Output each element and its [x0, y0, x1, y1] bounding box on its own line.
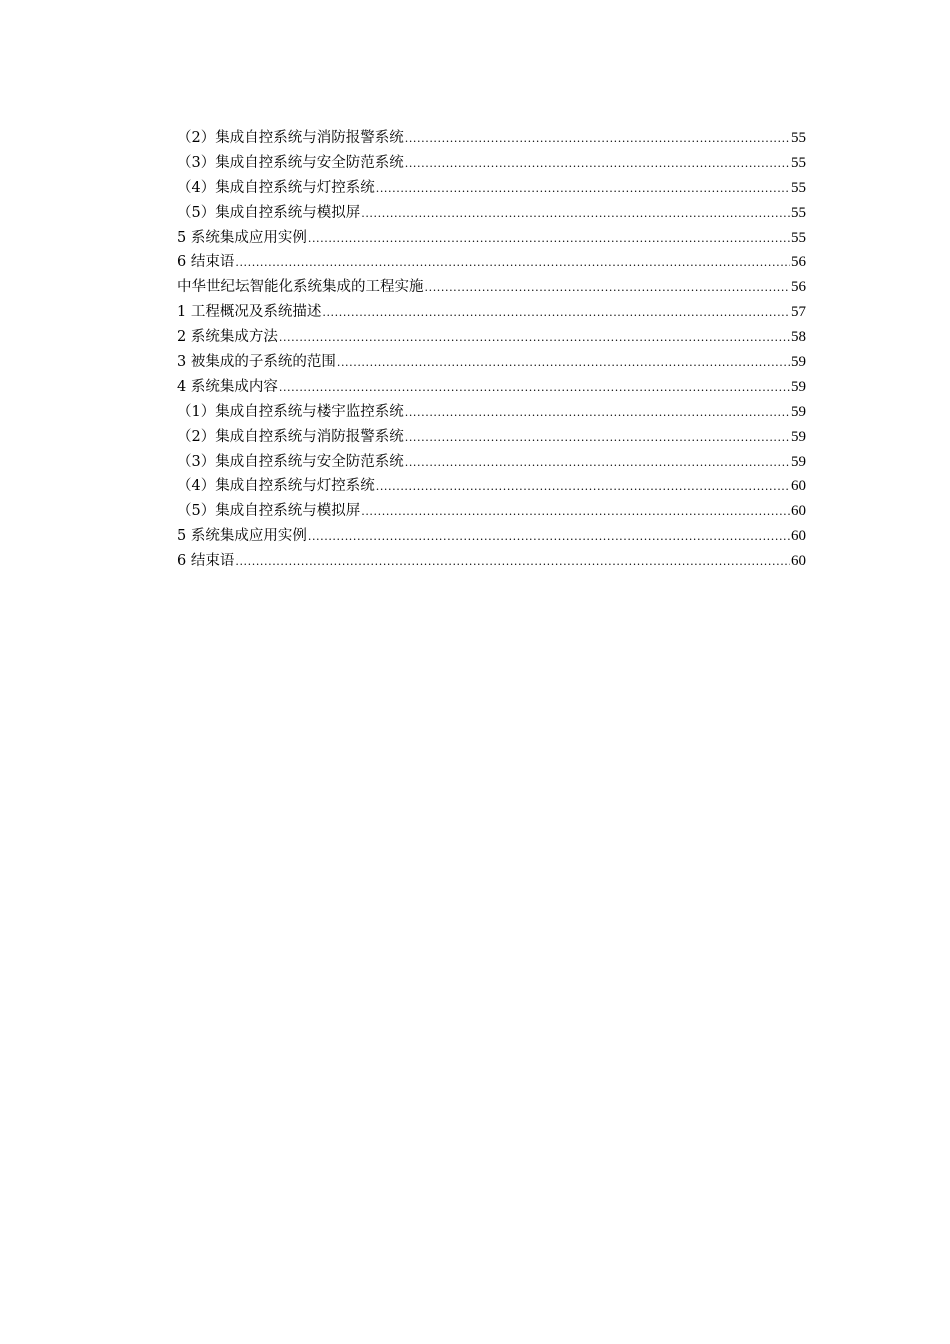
table-of-contents — [177, 126, 806, 574]
toc-entry-label: 2 系统集成方法 — [177, 329, 278, 346]
toc-entry-label: （2）集成自控系统与消防报警系统 — [177, 428, 404, 445]
toc-entry-label: 中华世纪坛智能化系统集成的工程实施 — [177, 279, 424, 296]
toc-entry-label: （1）集成自控系统与楼宇监控系统 — [177, 403, 404, 420]
toc-entry[interactable] — [177, 400, 806, 425]
toc-entry[interactable] — [177, 250, 806, 275]
toc-page-number: 59 — [791, 428, 806, 445]
toc-entry[interactable] — [177, 350, 806, 375]
toc-leader-dots — [425, 276, 791, 300]
toc-entry-label: 1 工程概况及系统描述 — [177, 304, 322, 321]
toc-page-number: 60 — [791, 553, 806, 570]
toc-page-number: 59 — [791, 403, 806, 420]
toc-page-number: 60 — [791, 503, 806, 520]
toc-leader-dots — [405, 401, 790, 425]
toc-entry[interactable] — [177, 325, 806, 350]
toc-entry[interactable] — [177, 425, 806, 450]
toc-leader-dots — [361, 500, 790, 524]
toc-entry[interactable] — [177, 524, 806, 549]
toc-page-number: 58 — [791, 329, 806, 346]
toc-leader-dots — [308, 525, 790, 549]
toc-entry[interactable] — [177, 151, 806, 176]
toc-entry-label: 4 系统集成内容 — [177, 378, 278, 395]
toc-leader-dots — [405, 426, 790, 450]
toc-entry[interactable] — [177, 201, 806, 226]
toc-page-number: 55 — [791, 179, 806, 196]
toc-page-number: 57 — [791, 304, 806, 321]
toc-entry-label: （5）集成自控系统与模拟屏 — [177, 503, 361, 520]
toc-page-number: 55 — [791, 130, 806, 146]
toc-leader-dots — [279, 326, 790, 350]
toc-page-number: 55 — [791, 154, 806, 171]
toc-entry[interactable] — [177, 474, 806, 499]
toc-entry-label: 6 结束语 — [177, 254, 235, 271]
toc-entry[interactable] — [177, 176, 806, 201]
toc-entry[interactable] — [177, 450, 806, 475]
toc-leader-dots — [376, 475, 790, 499]
toc-leader-dots — [405, 127, 790, 151]
toc-leader-dots — [405, 451, 790, 475]
toc-leader-dots — [337, 351, 790, 375]
toc-page-number: 59 — [791, 453, 806, 470]
toc-entry-label: 5 系统集成应用实例 — [177, 229, 307, 246]
toc-page-number: 60 — [791, 478, 806, 495]
toc-entry-label: （3）集成自控系统与安全防范系统 — [177, 453, 404, 470]
toc-leader-dots — [308, 227, 790, 251]
toc-page-number: 59 — [791, 354, 806, 371]
toc-entry[interactable] — [177, 275, 806, 300]
toc-leader-dots — [405, 152, 790, 176]
toc-page-number: 55 — [791, 204, 806, 221]
toc-page-number: 56 — [791, 279, 806, 296]
toc-entry-label: 3 被集成的子系统的范围 — [177, 354, 336, 371]
toc-entry-label: （3）集成自控系统与安全防范系统 — [177, 154, 404, 171]
toc-entry[interactable] — [177, 499, 806, 524]
toc-page-number: 55 — [791, 229, 806, 246]
toc-entry-label: 5 系统集成应用实例 — [177, 528, 307, 545]
toc-page-number: 60 — [791, 528, 806, 545]
toc-leader-dots — [235, 550, 790, 574]
toc-entry[interactable] — [177, 126, 806, 151]
toc-entry[interactable] — [177, 549, 806, 574]
toc-leader-dots — [322, 301, 790, 325]
toc-entry-label: （2）集成自控系统与消防报警系统 — [177, 130, 404, 146]
toc-entry-label: 6 结束语 — [177, 553, 235, 570]
toc-page-number: 59 — [791, 378, 806, 395]
toc-leader-dots — [361, 202, 790, 226]
toc-leader-dots — [376, 177, 790, 201]
toc-entry[interactable] — [177, 226, 806, 251]
toc-entry[interactable] — [177, 300, 806, 325]
toc-page-number: 56 — [791, 254, 806, 271]
toc-leader-dots — [279, 376, 790, 400]
toc-entry[interactable] — [177, 375, 806, 400]
toc-entry-label: （5）集成自控系统与模拟屏 — [177, 204, 361, 221]
toc-entry-label: （4）集成自控系统与灯控系统 — [177, 179, 375, 196]
toc-leader-dots — [235, 251, 790, 275]
toc-entry-label: （4）集成自控系统与灯控系统 — [177, 478, 375, 495]
